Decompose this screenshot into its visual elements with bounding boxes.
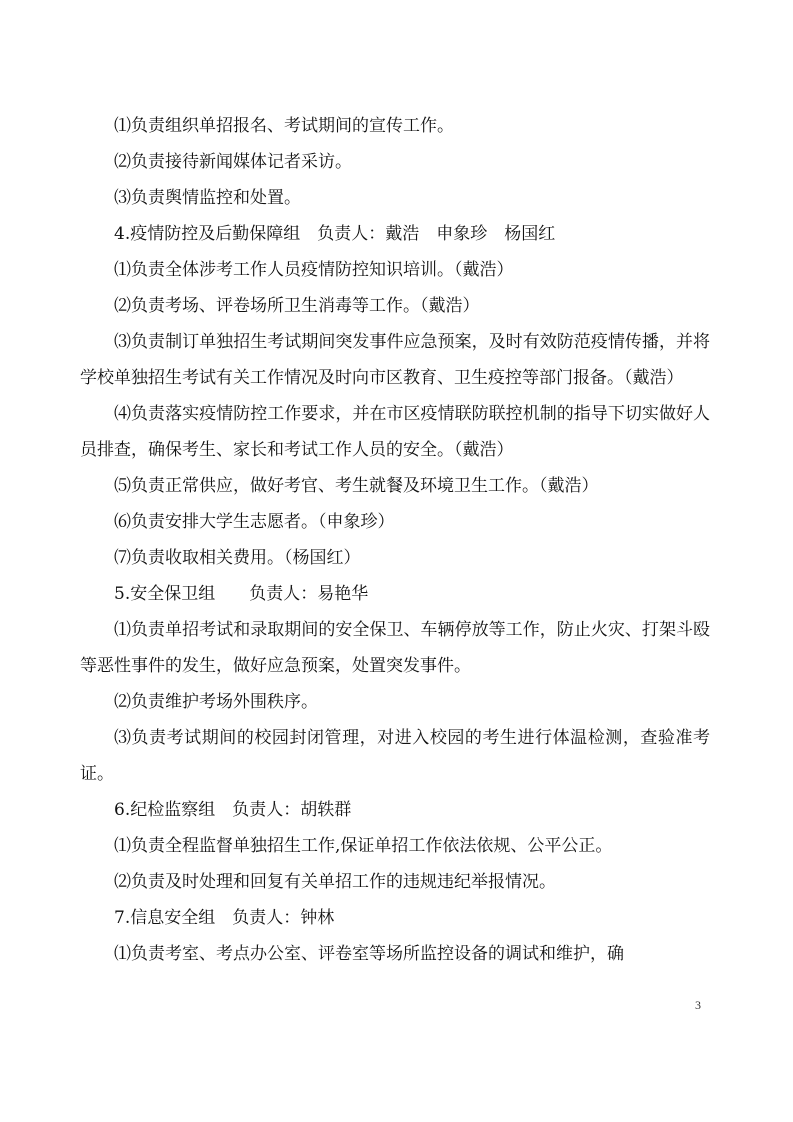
section-heading-epidemic: 4.疫情防控及后勤保障组 负责人：戴浩 申象珍 杨国红 — [114, 224, 556, 244]
paragraph-epidemic-2: ⑵负责考场、评卷场所卫生消毒等工作。（戴浩） — [114, 296, 480, 316]
paragraph-epidemic-4: ⑷负责落实疫情防控工作要求，并在市区疫情联防联控机制的指导下切实做好人员排查，确保考生、家长和考试工作人员的安全。（戴浩） — [80, 404, 710, 460]
page-number: 3 — [695, 998, 701, 1012]
paragraph-epidemic-1: ⑴负责全体涉考工作人员疫情防控知识培训。（戴浩） — [114, 260, 514, 280]
paragraph-security-3: ⑶负责考试期间的校园封闭管理，对进入校园的考生进行体温检测，查验准考证。 — [80, 728, 710, 784]
paragraph-publicity-1: ⑴负责组织单招报名、考试期间的宣传工作。 — [114, 116, 454, 136]
paragraph-epidemic-3: ⑶负责制订单独招生考试期间突发事件应急预案，及时有效防范疫情传播，并将学校单独招生考试有关工作情况及时向市区教育、卫生疫控等部门报备。（戴浩） — [80, 332, 710, 388]
paragraph-publicity-3: ⑶负责舆情监控和处置。 — [114, 188, 301, 208]
section-heading-security: 5.安全保卫组 负责人：易艳华 — [114, 584, 369, 604]
section-heading-discipline: 6.纪检监察组 负责人：胡轶群 — [114, 800, 352, 820]
paragraph-epidemic-6: ⑹负责安排大学生志愿者。（申象珍） — [114, 512, 395, 532]
section-heading-info-security: 7.信息安全组 负责人：钟林 — [114, 908, 335, 928]
paragraph-epidemic-7: ⑺负责收取相关费用。（杨国红） — [114, 548, 361, 568]
paragraph-security-1: ⑴负责单招考试和录取期间的安全保卫、车辆停放等工作，防止火灾、打架斗殴等恶性事件的发生，做好应急预案，处置突发事件。 — [80, 620, 710, 676]
paragraph-discipline-2: ⑵负责及时处理和回复有关单招工作的违规违纪举报情况。 — [114, 872, 556, 892]
paragraph-publicity-2: ⑵负责接待新闻媒体记者采访。 — [114, 152, 352, 172]
paragraph-epidemic-5: ⑸负责正常供应，做好考官、考生就餐及环境卫生工作。（戴浩） — [114, 476, 599, 496]
document-body — [80, 108, 710, 972]
paragraph-info-security-1: ⑴负责考室、考点办公室、评卷室等场所监控设备的调试和维护，确 — [114, 944, 624, 964]
paragraph-discipline-1: ⑴负责全程监督单独招生工作,保证单招工作依法依规、公平公正。 — [114, 836, 613, 856]
paragraph-security-2: ⑵负责维护考场外围秩序。 — [114, 692, 318, 712]
